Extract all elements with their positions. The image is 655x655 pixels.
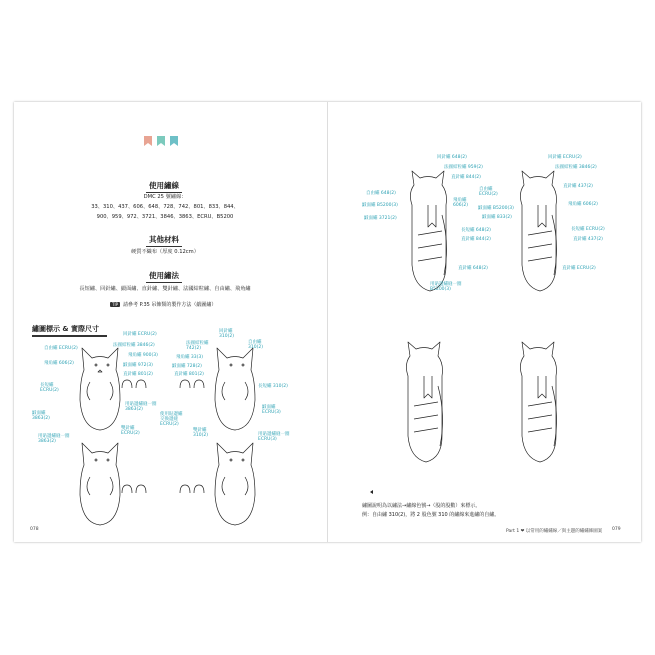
stitch-label: 法國結粒繡 742(2)	[186, 341, 209, 351]
stitch-label: 自由繡 ECRU(2)	[44, 346, 78, 351]
stitch-label: 緞面繡 3863(2)	[32, 411, 50, 421]
stitch-label: 飛角繡 606(2)	[44, 361, 74, 366]
stitch-heading: 使用繡法	[146, 270, 182, 283]
other-line: 硬質不織布（厚度 0.12cm）	[131, 249, 199, 255]
note-line: 繡圖說明為以繡法→繡線色號→（股的股數）來標示。	[362, 503, 481, 509]
cat-sitting-icon	[80, 348, 120, 430]
running-footer: Part 1 ❤ 以常用的繡繡線／與主題的繡繡飾圖案	[506, 529, 603, 534]
stitch-label: 直針繡 ECRU(2)	[562, 266, 596, 271]
stitch-label: 長短繡 ECRU(2)	[40, 383, 59, 393]
stitch-label: 長短繡 ECRU(2)	[571, 227, 605, 232]
cat-sitting-icon	[215, 348, 255, 430]
stitch-label: 緞面繡 728(2)	[172, 364, 202, 369]
stitch-label: 直針繡 437(2)	[573, 237, 603, 242]
stitch-label: 直針繡 801(2)	[123, 372, 153, 377]
stitch-label: 自由繡 310(2)	[248, 340, 263, 350]
stitch-label: 緞面繡 B5200(3)	[362, 203, 398, 208]
stitch-label: 飛角繡 606(2)	[453, 198, 468, 208]
other-heading: 其他材料	[146, 234, 182, 247]
thread-heading: 使用繡線	[146, 180, 182, 193]
stitch-label: 用貼邊繡縫一圈 3863(2)	[125, 402, 157, 412]
thread-line: DMC 25 號繡線：	[143, 194, 187, 200]
stitch-label: 直針繡 844(2)	[451, 175, 481, 180]
cat-paws-icon	[122, 380, 146, 388]
stitch-label: 自由繡 648(2)	[366, 191, 396, 196]
stitch-label: 長短繡 310(2)	[258, 384, 288, 389]
stitch-label: 回針繡 310(2)	[219, 329, 234, 339]
stitch-line: 長短繡、回針繡、緞面繡、直針繡、雙針繡、法國結粒繡、自由繡、飛角繡	[79, 286, 251, 292]
cat-paws-icon	[180, 380, 204, 388]
stitch-label: 緞面繡 833(2)	[482, 215, 512, 220]
stitch-label: 法國結粒繡 959(2)	[444, 165, 483, 170]
stitch-label: 直針繡 437(2)	[563, 184, 593, 189]
fish-icon	[362, 490, 373, 494]
stitch-label: 長短繡 648(2)	[461, 228, 491, 233]
stitch-label: 飛角繡 900(3)	[128, 353, 158, 358]
stitch-label: 緞面繡 ECRU(3)	[262, 405, 281, 415]
stitch-label: 法國結粒繡 3846(2)	[555, 165, 597, 170]
cat-paws-icon	[122, 485, 146, 493]
section-title: 繡圖標示 & 實際尺寸	[32, 325, 99, 333]
cat-sitting-icon	[80, 443, 120, 525]
tip-tag: TIP	[112, 302, 119, 307]
note-line: 例：自由繡 310(2)，將 2 股色號 310 的繡線來進繡的自繡。	[362, 512, 500, 518]
cat-paws-icon	[180, 485, 204, 493]
page-number: 078	[30, 527, 39, 532]
stitch-label: 緞面繡 972(3)	[123, 363, 153, 368]
stitch-label: 使用貼邊繡 交換邊縫 ECRU(2)	[160, 412, 183, 427]
stitch-label: 飛角繡 606(2)	[568, 202, 598, 207]
stitch-label: 飛角繡 33(3)	[176, 355, 204, 360]
thread-line: 33、310、437、606、648、728、742、801、833、844、	[91, 204, 239, 210]
stitch-label: 緞面繡 B5200(3)	[478, 206, 514, 211]
tip-text: 請參考 P.35 吊飾類的製作方法（緞圖繡）	[123, 302, 217, 308]
stitch-label: 回針繡 ECRU(2)	[548, 155, 582, 160]
stitch-label: 直針繡 801(2)	[174, 372, 204, 377]
stitch-label: 雙針繡 310(2)	[193, 428, 208, 438]
stitch-label: 用貼邊繡縫一圈 ECRU(3)	[258, 432, 290, 442]
stitch-label: 自由繡 ECRU(2)	[479, 187, 498, 197]
stitch-label: 用貼邊繡縫一圈 B5200(3)	[430, 282, 462, 292]
cat-sitting-icon	[215, 443, 255, 525]
long-cat-icon	[520, 342, 556, 462]
long-cat-icon	[406, 342, 442, 462]
thread-line: 900、959、972、3721、3846、3863、ECRU、B5200	[96, 214, 234, 220]
stitch-label: 雙針繡 ECRU(2)	[121, 426, 140, 436]
long-cat-icon	[410, 171, 446, 291]
stitch-label: 法國結粒繡 3846(2)	[113, 343, 155, 348]
stitch-label: 直針繡 844(2)	[461, 237, 491, 242]
stitch-label: 緞面繡 3721(2)	[364, 216, 397, 221]
stitch-label: 用貼邊繡縫一圈 3863(2)	[38, 434, 70, 444]
long-cat-icon	[520, 171, 556, 291]
stitch-label: 回針繡 ECRU(2)	[123, 332, 157, 337]
page-number: 079	[612, 527, 621, 532]
stitch-label: 回針繡 648(2)	[437, 155, 467, 160]
stitch-label: 直針繡 648(2)	[458, 266, 488, 271]
